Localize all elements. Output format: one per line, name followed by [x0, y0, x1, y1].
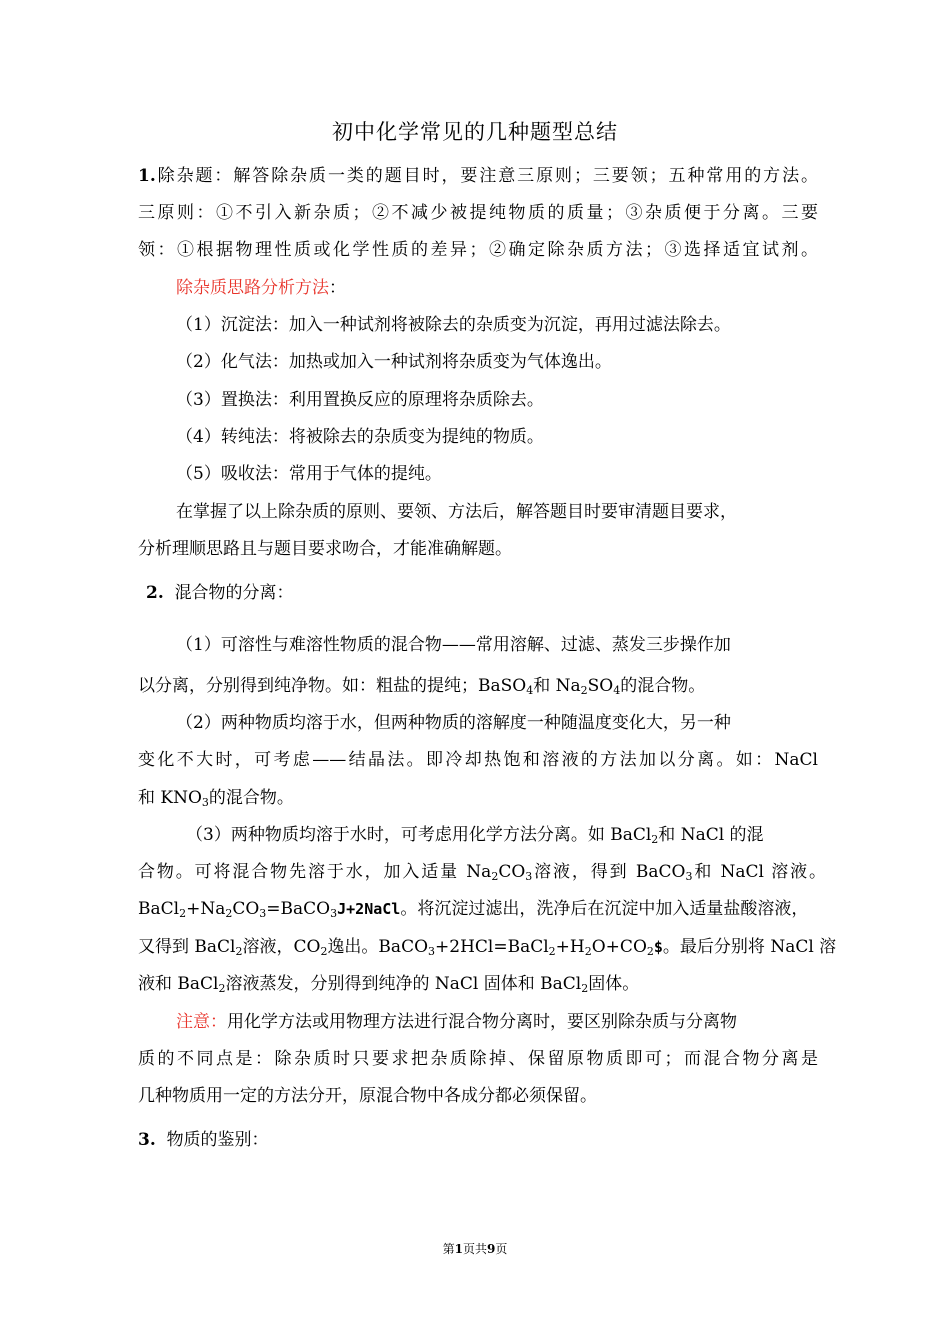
- s3-title: 物质的鉴别：: [166, 1130, 269, 1150]
- method-5: （5）吸收法：常用于气体的提纯。: [176, 464, 442, 484]
- s2-b-line-3: 和 $KNO_3$的混合物。: [138, 788, 294, 809]
- s2-a-line-2: 以分离，分别得到纯净物。如：粗盐的提纯；BaSO$_4$和 $Na_2SO_4$的混合物。: [138, 676, 706, 697]
- method-2: （2）化气法：加热或加入一种试剂将杂质变为气体逸出。: [176, 352, 612, 372]
- method-heading-line: [176, 276, 346, 300]
- s2-c-line-1: （3）两种物质均溶于水时，可考虑用化学方法分离。如 BaCl$_2$和 NaCl 的混: [186, 825, 764, 846]
- s2-number: 2.: [146, 583, 164, 603]
- s3-number: 3.: [138, 1130, 156, 1150]
- footer-page-number: 1: [454, 1242, 463, 1256]
- note-line-2: 质的不同点是：除杂质时只要求把杂质除掉、保留原物质即可；而混合物分离是: [138, 1049, 818, 1069]
- method-4: （4）转纯法：将被除去的杂质变为提纯的物质。: [176, 427, 544, 447]
- s2-c-line-5: 液和 BaCl$_2$溶液蒸发，分别得到纯净的 NaCl 固体和 BaCl$_2$固体。: [138, 974, 640, 995]
- s1-number: 1.: [138, 166, 156, 186]
- method-3: （3）置换法：利用置换反应的原理将杂质除去。: [176, 390, 544, 410]
- s1-line-2: 三原则：①不引入新杂质；②不减少被提纯物质的质量；③杂质便于分离。三要: [138, 203, 818, 223]
- s2-a-line-1: （1）可溶性与难溶性物质的混合物——常用溶解、过滤、蒸发三步操作加: [176, 635, 731, 655]
- s1-line-1: [138, 164, 818, 188]
- s2-heading: [146, 581, 294, 605]
- s2-title: 混合物的分离：: [174, 583, 294, 603]
- s2-c-equation-line-1: $BaCl_2+Na_2CO_3=BaCO_3J+2NaCl$。将沉淀过滤出，洗净后在沉淀中加入适量盐酸溶液，: [138, 899, 809, 920]
- note-line-3: 几种物质用一定的方法分开，原混合物中各成分都必须保留。: [138, 1086, 597, 1106]
- note-label: 注意：: [176, 1012, 227, 1032]
- gas-symbol: $: [653, 938, 663, 956]
- method-colon: ：: [329, 278, 346, 298]
- method-heading: 除杂质思路分析方法: [176, 278, 329, 298]
- s1-text: 除杂题：解答除杂质一类的题目时，要注意三原则；三要领；五种常用的方法。: [155, 166, 818, 186]
- s2-c-line-2: 合物。可将混合物先溶于水，加入适量 $Na_2CO_3$溶液，得到 BaCO$_3$和 NaCl 溶液。: [138, 862, 826, 883]
- page-title: 初中化学常见的几种题型总结: [332, 120, 618, 144]
- summary-line-1: 在掌握了以上除杂质的原则、要领、方法后，解答题目时要审清题目要求，: [176, 502, 737, 522]
- s2-c-equation-line-2: 又得到 BaCl$_2$溶液，$CO_2$逸出。$BaCO_3+2HCl=BaCl_2+H_2O+CO_2\$$。最后分别将 NaCl 溶: [138, 937, 837, 958]
- note-text: 用化学方法或用物理方法进行混合物分离时，要区别除杂质与分离物: [227, 1012, 737, 1032]
- s2-b-line-1: （2）两种物质均溶于水，但两种物质的溶解度一种随温度变化大，另一种: [176, 713, 731, 733]
- precipitate-symbol: J+2NaCl: [337, 900, 401, 918]
- page-footer: 第1页共9页: [442, 1242, 508, 1256]
- note-line-1: [176, 1010, 737, 1034]
- s2-b-line-2: 变化不大时，可考虑——结晶法。即冷却热饱和溶液的方法加以分离。如：NaCl: [138, 750, 818, 770]
- s1-line-3: 领：①根据物理性质或化学性质的差异；②确定除杂质方法；③选择适宜试剂。: [138, 240, 818, 260]
- footer-total-pages: 9: [487, 1242, 496, 1256]
- s3-heading: [138, 1128, 269, 1152]
- summary-line-2: 分析理顺思路且与题目要求吻合，才能准确解题。: [138, 539, 512, 559]
- method-1: （1）沉淀法：加入一种试剂将被除去的杂质变为沉淀，再用过滤法除去。: [176, 315, 731, 335]
